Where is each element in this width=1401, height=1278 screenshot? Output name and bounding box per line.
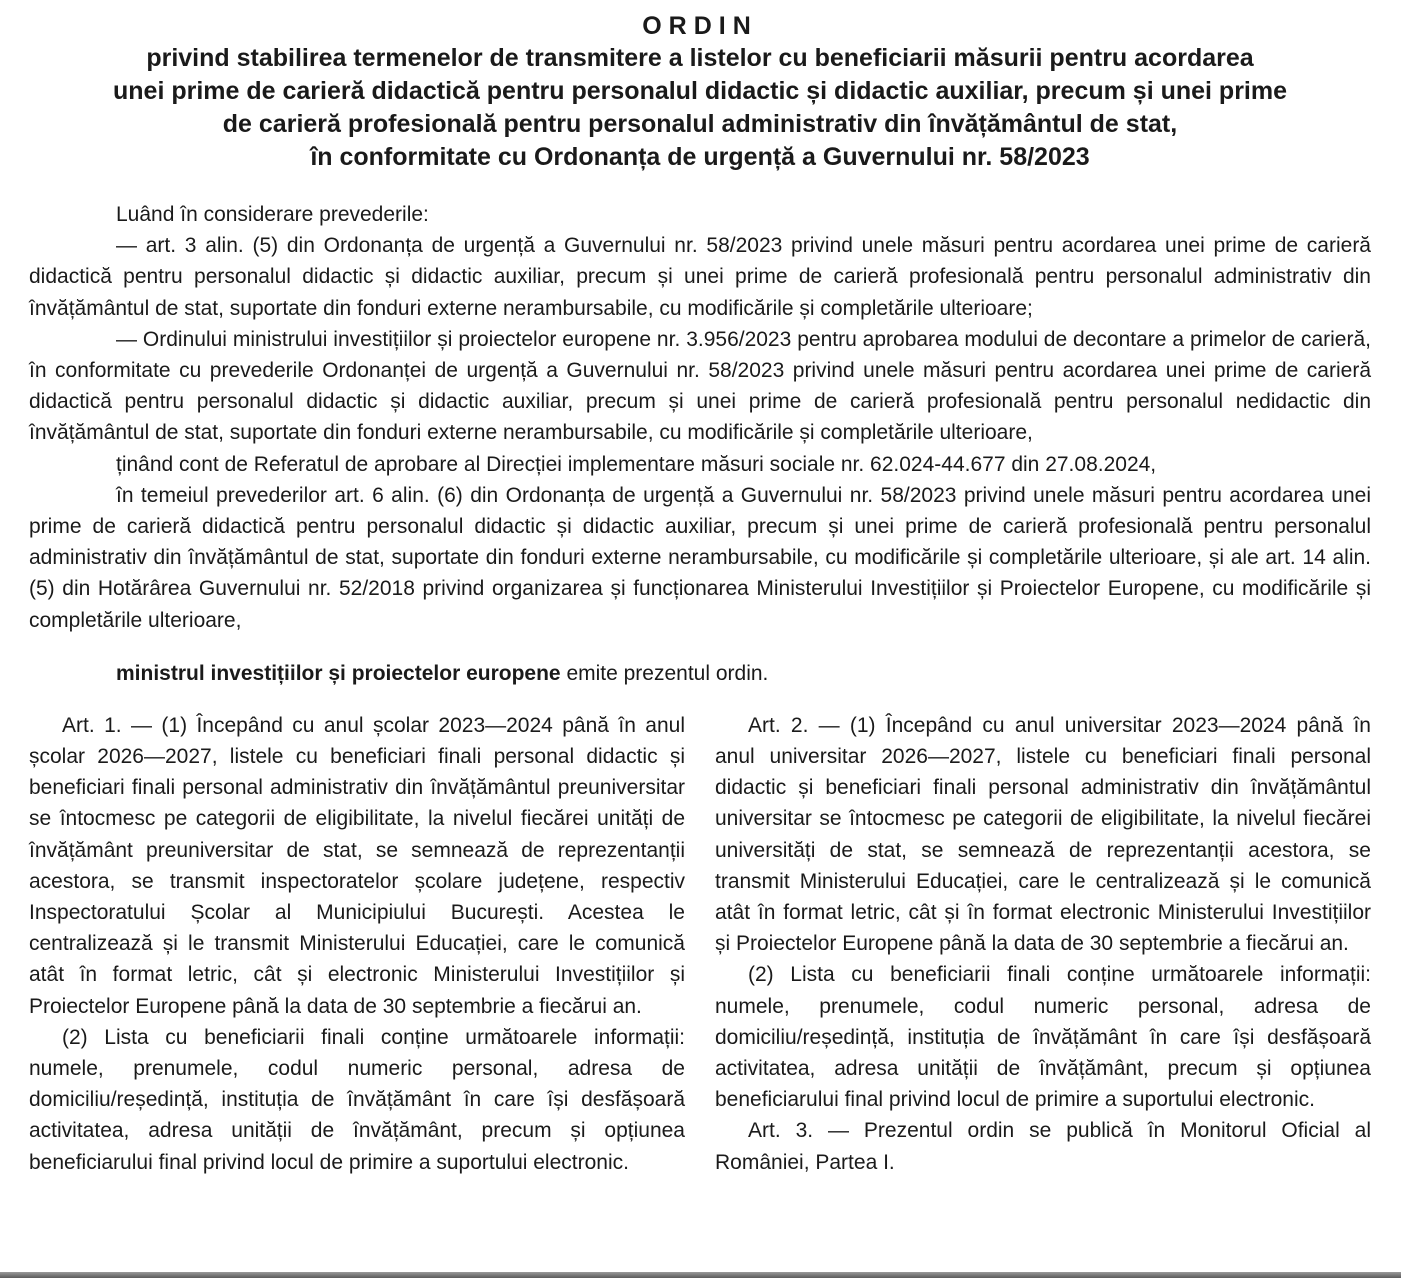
preamble-referat: ținând cont de Referatul de aprobare al Direcției implementare măsuri sociale nr. 62.024-44.677 din 27.08.2024, [116, 452, 1157, 476]
article-2-paragraph-2: (2) Lista cu beneficiarii finali conține următoarele informații: numele, prenumele, codul numeric personal, adresa de domiciliu/reședință, instituția de învățământ în care își desfășoară activitatea, adresa unității de învățământ, precum și opțiunea beneficiarului final privind locul de primire a suportului electronic. [715, 963, 1371, 1112]
issuer-action: emite prezentul ordin. [560, 661, 769, 685]
preamble [29, 199, 1371, 636]
article-3: Art. 3. — Prezentul ordin se publică în Monitorul Oficial al României, Partea I. [715, 1119, 1371, 1174]
article-1-paragraph-1: Art. 1. — (1) Începând cu anul școlar 2023—2024 până în anul școlar 2026—2027, listele cu beneficiari finali personal didactic și beneficiari finali personal administrativ din învățământul preuniversitar se întocmesc pe categorii de eligibilitate, la nivelul fiecărei unități de învățământ preuniversitar de stat, se semnează de reprezentanții acestora, se transmit inspectoratelor școlare județene, respectiv Inspectoratului Școlar al Municipiului București. Acestea le centralizează și le transmit Ministerului Educației, care le comunică atât în format letric, cât și electronic Ministerului Investițiilor și Proiectelor Europene până la data de 30 septembrie a fiecărui an. [29, 713, 685, 1018]
article-1-paragraph-2: (2) Lista cu beneficiarii finali conține următoarele informații: numele, prenumele, codul numeric personal, adresa de domiciliu/reședință, instituția de învățământ în care își desfășoară activitatea, adresa unității de învățământ, precum și opțiunea beneficiarului final privind locul de primire a suportului electronic. [29, 1025, 685, 1174]
preamble-item-oug: — art. 3 alin. (5) din Ordonanța de urgență a Guvernului nr. 58/2023 privind unele măsuri pentru acordarea unei prime de carieră didactică pentru personalul didactic și didactic auxiliar, precum și unei prime de carieră profesională pentru personalul administrativ din învățământul de stat, suportate din fonduri externe nerambursabile, cu modificările și completările ulterioare; [29, 234, 1371, 320]
preamble-item-ordin: — Ordinului ministrului investițiilor și proiectelor europene nr. 3.956/2023 pentru aprobarea modului de decontare a primelor de carieră, în conformitate cu prevederile Ordonanței de urgență a Guvernului nr. 58/2023 privind unele măsuri pentru acordarea unei prime de carieră didactică pentru personalul didactic și didactic auxiliar, precum și unei prime de carieră profesională pentru personalul nedidactic din învățământul de stat, suportate din fonduri externe nerambursabile, cu modificările și completările ulterioare, [29, 327, 1371, 445]
articles-columns [29, 710, 1371, 1178]
subtitle-line: în conformitate cu Ordonanța de urgență a Guvernului nr. 58/2023 [310, 143, 1090, 171]
subtitle-line: de carieră profesională pentru personalul administrativ din învățământul de stat, [222, 110, 1178, 138]
preamble-temei: în temeiul prevederilor art. 6 alin. (6) din Ordonanța de urgență a Guvernului nr. 58/2023 privind unele măsuri pentru acordarea unei prime de carieră didactică pentru personalul didactic și didactic auxiliar, precum și unei prime de carieră profesională pentru personalul administrativ din învățământul de stat, suportate din fonduri externe nerambursabile, cu modificările și completările ulterioare, și ale art. 14 alin. (5) din Hotărârea Guvernului nr. 52/2018 privind organizarea și funcționarea Ministerului Investițiilor și Proiectelor Europene, cu modificările și completările ulterioare, [29, 483, 1371, 632]
subtitle-line: privind stabilirea termenelor de transmitere a listelor cu beneficiarii măsurii pentru acordarea [146, 44, 1254, 72]
window-bottom-edge [0, 1272, 1401, 1278]
issuer-name: ministrul investițiilor și proiectelor europene [116, 661, 561, 685]
document-subtitle [29, 42, 1371, 174]
document-title: ORDIN [642, 12, 758, 40]
article-2-paragraph-1: Art. 2. — (1) Începând cu anul universitar 2023—2024 până în anul universitar 2026—2027, listele cu beneficiari finali personal didactic și beneficiari finali personal administrativ din învățământul universitar se întocmesc pe categorii de eligibilitate, la nivelul fiecărei universități de stat, se semnează de reprezentanții acestora, se transmit Ministerului Educației, care le centralizează și le comunică atât în format letric, cât și în format electronic Ministerului Investițiilor și Proiectelor Europene până la data de 30 septembrie a fiecărui an. [715, 713, 1371, 956]
document-page [29, 10, 1371, 1178]
subtitle-line: unei prime de carieră didactică pentru personalul didactic și didactic auxiliar, precum și unei prime [113, 77, 1287, 105]
right-column [715, 710, 1371, 1178]
preamble-intro: Luând în considerare prevederile: [116, 203, 429, 226]
left-column [29, 710, 685, 1178]
issuer-statement [29, 658, 1371, 689]
